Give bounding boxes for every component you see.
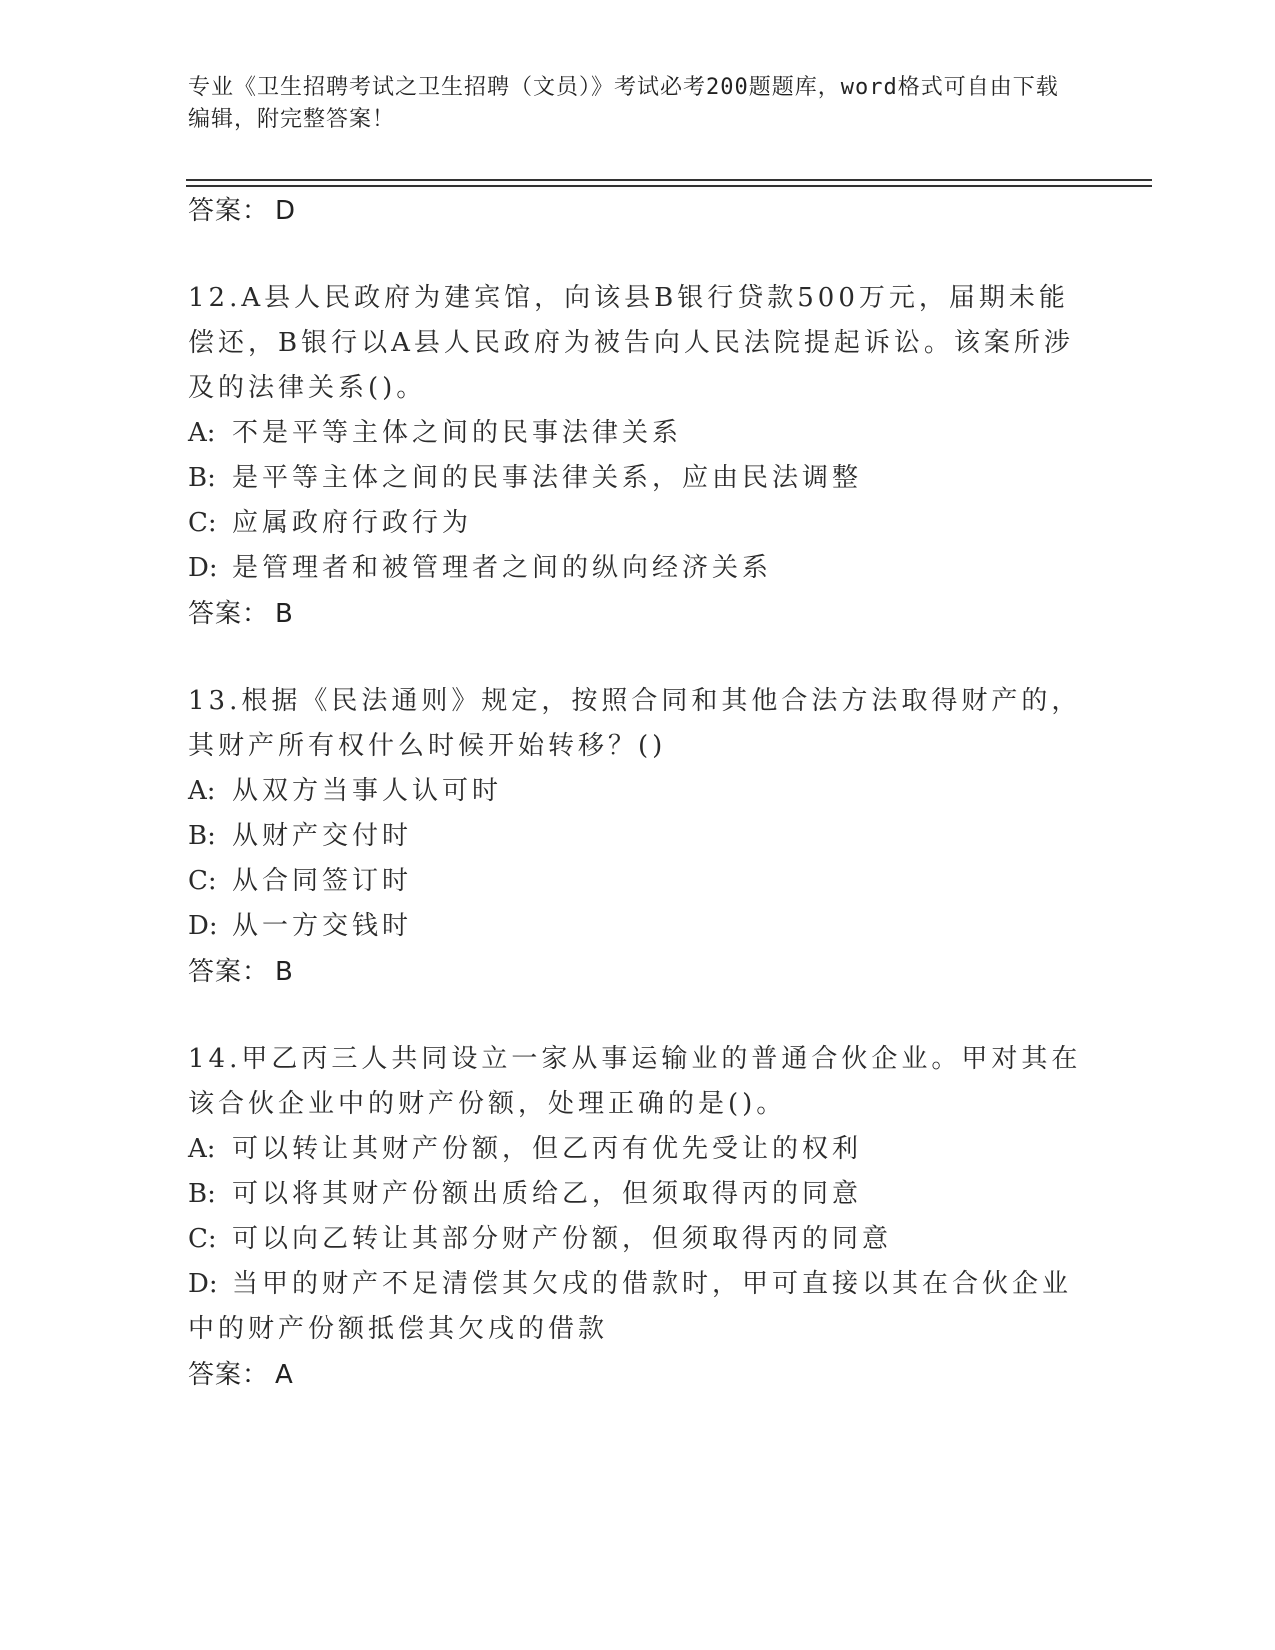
answer-line (188, 188, 1088, 234)
option-a (188, 1127, 1088, 1172)
answer-label: 答案： (188, 196, 270, 226)
question-text: 12.A县人民政府为建宾馆，向该县B银行贷款500万元，届期未能偿还，B银行以A县人民政府为被告向人民法院提起诉讼。该案所涉及的法律关系()。 (188, 283, 1074, 403)
option-text: 是管理者和被管理者之间的纵向经济关系 (232, 553, 773, 583)
option-label: D: (188, 553, 218, 583)
option-text: 当甲的财产不足清偿其欠戌的借款时，甲可直接以其在合伙企业中的财产份额抵偿其欠戌的借款 (188, 1269, 1073, 1344)
option-text: 从一方交钱时 (232, 911, 413, 941)
option-text: 可以转让其财产份额，但乙丙有优先受让的权利 (232, 1134, 863, 1164)
option-b (188, 456, 1088, 501)
header-rule-bottom (186, 185, 1152, 187)
option-label: A: (188, 418, 216, 448)
option-label: B: (188, 463, 216, 493)
option-text: 应属政府行政行为 (232, 508, 473, 538)
answer-label: 答案： (188, 599, 270, 629)
option-text: 可以将其财产份额出质给乙，但须取得丙的同意 (232, 1179, 863, 1209)
answer-line (188, 949, 1088, 995)
answer-line (188, 591, 1088, 637)
question-block (188, 276, 1088, 637)
option-label: D: (188, 911, 218, 941)
option-text: 从双方当事人认可时 (232, 776, 503, 806)
answer-label: 答案： (188, 1360, 270, 1390)
document-body (188, 188, 1088, 1398)
option-text: 可以向乙转让其部分财产份额，但须取得丙的同意 (232, 1224, 893, 1254)
option-d (188, 546, 1088, 591)
option-label: D: (188, 1269, 218, 1299)
option-c (188, 859, 1088, 904)
option-label: A: (188, 1134, 216, 1164)
answer-value: B (275, 599, 294, 629)
header-text: 专业《卫生招聘考试之卫生招聘（文员）》考试必考200题题库，word格式可自由下载编辑，附完整答案！ (188, 75, 1059, 132)
answer-value: A (275, 1360, 294, 1390)
option-a (188, 411, 1088, 456)
question-block (188, 679, 1088, 995)
answer-label: 答案： (188, 957, 270, 987)
option-d (188, 904, 1088, 949)
option-label: C: (188, 866, 217, 896)
option-b (188, 814, 1088, 859)
answer-line (188, 1352, 1088, 1398)
option-text: 是平等主体之间的民事法律关系，应由民法调整 (232, 463, 863, 493)
question-block (188, 1037, 1088, 1398)
option-text: 从财产交付时 (232, 821, 413, 851)
answer-value: D (275, 196, 297, 226)
option-text: 不是平等主体之间的民事法律关系 (232, 418, 683, 448)
option-label: B: (188, 821, 216, 851)
header-rule-top (186, 179, 1152, 181)
option-label: B: (188, 1179, 216, 1209)
page-header (188, 72, 1068, 136)
answer-value: B (275, 957, 294, 987)
option-text: 从合同签订时 (232, 866, 413, 896)
option-c (188, 1217, 1088, 1262)
option-label: A: (188, 776, 216, 806)
question-text: 14.甲乙丙三人共同设立一家从事运输业的普通合伙企业。甲对其在该合伙企业中的财产份额，处理正确的是()。 (188, 1044, 1082, 1119)
option-a (188, 769, 1088, 814)
option-label: C: (188, 1224, 217, 1254)
question-text: 13.根据《民法通则》规定，按照合同和其他合法方法取得财产的，其财产所有权什么时候开始转移？() (188, 686, 1082, 761)
option-label: C: (188, 508, 217, 538)
option-b (188, 1172, 1088, 1217)
option-c (188, 501, 1088, 546)
option-d (188, 1262, 1088, 1352)
